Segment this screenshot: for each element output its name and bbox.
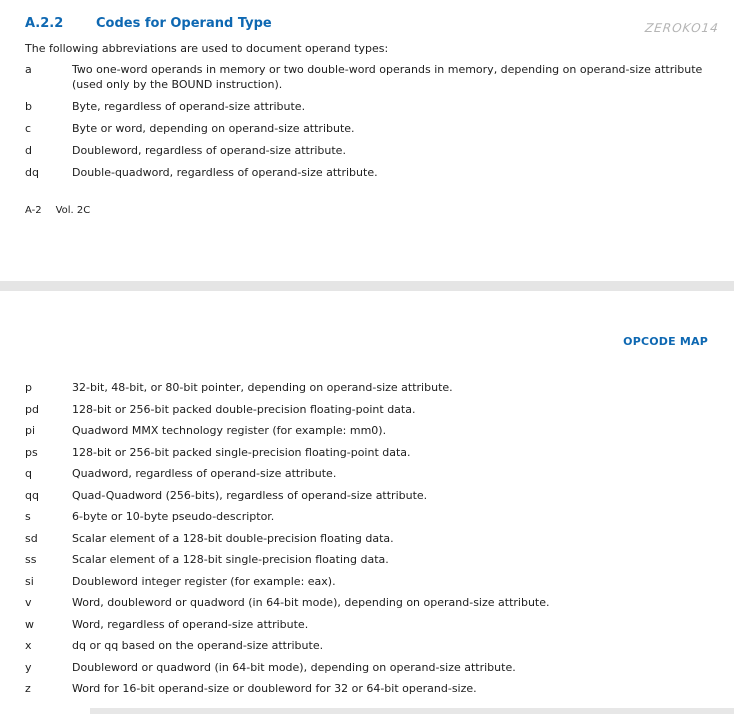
term: s	[25, 510, 31, 523]
term-description: dq or qq based on the operand-size attribute.	[72, 639, 324, 652]
term: d	[25, 144, 32, 157]
list-item	[25, 552, 715, 567]
term-description: Double-quadword, regardless of operand-size attribute.	[72, 166, 378, 179]
term-description: 128-bit or 256-bit packed single-precision floating-point data.	[72, 445, 411, 459]
list-item	[25, 466, 715, 481]
term-description: 32-bit, 48-bit, or 80-bit pointer, depending on operand-size attribute.	[72, 381, 453, 394]
term-description: Quadword MMX technology register (for example: mm0).	[72, 424, 387, 437]
list-item	[25, 660, 715, 675]
list-item	[25, 165, 715, 180]
term-description: Doubleword, regardless of operand-size attribute.	[72, 144, 346, 157]
next-page-break-strip	[90, 708, 734, 714]
list-item	[25, 531, 715, 546]
list-item	[25, 380, 715, 395]
term-description: Word, regardless of operand-size attribute.	[72, 617, 309, 631]
list-item	[25, 99, 715, 114]
list-item	[25, 423, 715, 438]
term: dq	[25, 166, 39, 179]
term-description: Byte or word, depending on operand-size attribute.	[72, 122, 355, 135]
term: p	[25, 381, 32, 394]
list-item	[25, 62, 715, 92]
list-item	[25, 402, 715, 417]
term: c	[25, 122, 32, 135]
page-footer	[25, 205, 90, 216]
term: y	[25, 660, 32, 674]
term-description: Scalar element of a 128-bit double-precision floating data.	[72, 531, 394, 545]
watermark: ZEROKO14	[644, 21, 720, 35]
page-break-divider	[0, 281, 734, 291]
term-description: Byte, regardless of operand-size attribute.	[72, 100, 306, 113]
list-item	[25, 617, 715, 632]
list-item	[25, 574, 715, 589]
term-description: 6-byte or 10-byte pseudo-descriptor.	[72, 510, 275, 523]
term: ss	[25, 553, 37, 566]
term-description: Doubleword integer register (for example: eax).	[72, 574, 336, 588]
list-item	[25, 509, 715, 524]
term: q	[25, 467, 32, 480]
term: sd	[25, 531, 38, 545]
term-description: Word for 16-bit operand-size or doubleword for 32 or 64-bit operand-size.	[72, 682, 477, 695]
footer-volume: Vol. 2C	[55, 205, 91, 216]
term-description: Word, doubleword or quadword (in 64-bit mode), depending on operand-size attribute.	[72, 596, 550, 609]
term: pd	[25, 402, 39, 416]
term: a	[25, 63, 32, 76]
operand-type-list-2	[25, 380, 715, 703]
section-heading	[25, 16, 272, 31]
section-title: Codes for Operand Type	[96, 16, 272, 31]
term: z	[25, 682, 31, 695]
list-item	[25, 681, 715, 696]
term-description: Quad-Quadword (256-bits), regardless of operand-size attribute.	[72, 488, 428, 502]
list-item	[25, 445, 715, 460]
term: w	[25, 617, 34, 631]
term-description: 128-bit or 256-bit packed double-precision floating-point data.	[72, 402, 416, 416]
term: qq	[25, 488, 39, 502]
list-item	[25, 595, 715, 610]
operand-type-list-1	[25, 62, 715, 187]
list-item	[25, 121, 715, 136]
list-item	[25, 143, 715, 158]
term-description: Two one-word operands in memory or two double-word operands in memory, depending on operand-size attribute (used only by the BOUND instruction).	[72, 63, 703, 91]
running-header-opcode-map: OPCODE MAP	[623, 335, 708, 348]
footer-page-number: A-2	[25, 205, 42, 216]
list-item	[25, 488, 715, 503]
term-description: Scalar element of a 128-bit single-precision floating data.	[72, 553, 389, 566]
intro-paragraph: The following abbreviations are used to document operand types:	[25, 42, 389, 55]
list-item	[25, 638, 715, 653]
term: si	[25, 574, 34, 588]
term: v	[25, 596, 32, 609]
term-description: Doubleword or quadword (in 64-bit mode), depending on operand-size attribute.	[72, 660, 516, 674]
term: b	[25, 100, 32, 113]
term: pi	[25, 424, 36, 437]
term: x	[25, 639, 32, 652]
term-description: Quadword, regardless of operand-size attribute.	[72, 467, 337, 480]
term: ps	[25, 445, 38, 459]
section-number: A.2.2	[25, 16, 64, 31]
